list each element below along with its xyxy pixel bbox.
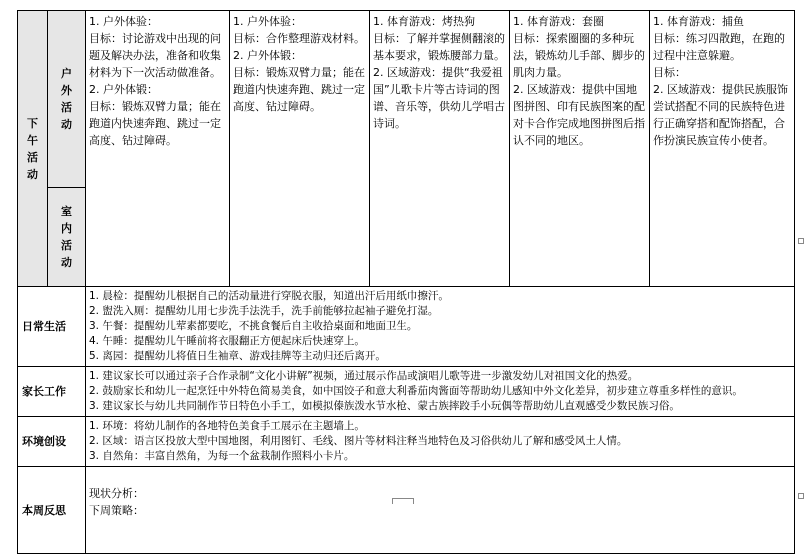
list-item: 3. 午餐：提醒幼儿荤素都要吃，不挑食餐后自主收拾桌面和地面卫生。	[89, 320, 418, 332]
day2-activity-title-2: 2. 户外体锻：	[233, 49, 302, 62]
resize-handle[interactable]	[798, 238, 804, 244]
afternoon-day-5	[650, 11, 795, 287]
afternoon-day-3	[370, 11, 510, 287]
resize-handle[interactable]	[798, 493, 804, 499]
day5-activity-goal-empty: 目标：	[653, 66, 686, 79]
day5-area-game: 2. 区域游戏：提供民族服饰尝试搭配不同的民族特色进行正确穿搭和配饰搭配，合作扮演民族宣传小使者。	[653, 83, 788, 147]
weekly-plan-table	[17, 10, 795, 554]
afternoon-day-4	[510, 11, 650, 287]
weekly-reflection-content	[86, 467, 795, 554]
indoor-activity-label: 室内活动	[48, 188, 86, 287]
day1-activity-title: 1. 户外体验：	[89, 15, 158, 28]
day1-activity-goal: 目标：讨论游戏中出现的问题及解决办法，准备和收集材料为下一次活动做准备。	[89, 32, 221, 79]
environment-content	[86, 417, 795, 467]
resize-handle[interactable]	[392, 498, 414, 504]
day1-activity-goal-2: 目标：锻炼双臂力量；能在跑道内快速奔跑、跳过一定高度、钻过障碍。	[89, 100, 221, 147]
day5-activity-goal: 目标：练习四散跑，在跑的过程中注意躲避。	[653, 32, 785, 62]
list-item: 1. 环境：将幼儿制作的各地特色美食手工展示在主题墙上。	[89, 420, 365, 432]
parent-work-content	[86, 367, 795, 417]
list-item: 5. 离园：提醒幼儿将值日生袖章、游戏挂牌等主动归还后离开。	[89, 350, 386, 362]
day3-activity-goal: 目标：了解并掌握侧翻滚的基本要求，锻炼腰部力量。	[373, 32, 505, 62]
parent-work-label: 家长工作	[18, 367, 86, 417]
daily-life-content	[86, 287, 795, 367]
next-week-strategy-label: 下周策略：	[89, 504, 144, 517]
list-item: 3. 建议家长与幼儿共同制作节日特色小手工，如模拟傣族泼水节水枪、蒙古族摔跤手小玩偶等帮助幼儿直观感受少数民族习俗。	[89, 400, 680, 412]
day1-activity-title-2: 2. 户外体锻：	[89, 83, 158, 96]
day2-activity-goal-2: 目标：锻炼双臂力量；能在跑道内快速奔跑、跳过一定高度、钻过障碍。	[233, 66, 365, 113]
status-analysis-label: 现状分析：	[89, 487, 144, 500]
outdoor-activity-label: 户外活动	[48, 11, 86, 188]
list-item: 2. 盥洗入厕：提醒幼儿用七步洗手法洗手，洗手前能够拉起袖子避免打湿。	[89, 305, 439, 317]
afternoon-activity-label: 下午活动	[18, 11, 48, 287]
list-item: 4. 午睡：提醒幼儿午睡前将衣服翻正方便起床后快速穿上。	[89, 335, 365, 347]
day2-activity-title: 1. 户外体验：	[233, 15, 302, 28]
afternoon-day-2	[230, 11, 370, 287]
list-item: 2. 鼓励家长和幼儿一起烹饪中外特色简易美食，如中国饺子和意大利番茄肉酱面等帮助幼儿感知中外文化差异，初步建立尊重多样性的意识。	[89, 385, 743, 397]
day4-area-game: 2. 区域游戏：提供中国地图拼图、印有民族图案的配对卡合作完成地图拼图后指认不同的地区。	[513, 83, 645, 147]
day2-activity-goal: 目标：合作整理游戏材料。	[233, 32, 365, 45]
day3-activity-title: 1. 体育游戏：烤热狗	[373, 15, 475, 28]
list-item: 2. 区域：语言区投放大型中国地图，利用图钉、毛线、图片等材料注释当地特色及习俗供幼儿了解和感受风土人情。	[89, 435, 628, 447]
day4-activity-goal: 目标：探索圈圈的多种玩法，锻炼幼儿手部、脚步的肌肉力量。	[513, 32, 645, 79]
list-item: 1. 建议家长可以通过亲子合作录制“文化小讲解”视频，通过展示作品或演唱儿歌等进一步激发幼儿对祖国文化的热爱。	[89, 370, 639, 382]
weekly-reflection-label: 本周反思	[18, 467, 86, 554]
list-item: 3. 自然角：丰富自然角，为每一个盆栽制作照料小卡片。	[89, 450, 355, 462]
afternoon-day-1	[86, 11, 230, 287]
day5-activity-title: 1. 体育游戏：捕鱼	[653, 15, 744, 28]
day4-activity-title: 1. 体育游戏：套圈	[513, 15, 604, 28]
list-item: 1. 晨检：提醒幼儿根据自己的活动量进行穿脱衣服，知道出汗后用纸巾擦汗。	[89, 290, 449, 302]
day3-area-game: 2. 区域游戏：提供“我爱祖国”儿歌卡片等古诗词的图谱、音乐等，供幼儿学唱古诗词。	[373, 66, 505, 130]
daily-life-label: 日常生活	[18, 287, 86, 367]
environment-label: 环境创设	[18, 417, 86, 467]
